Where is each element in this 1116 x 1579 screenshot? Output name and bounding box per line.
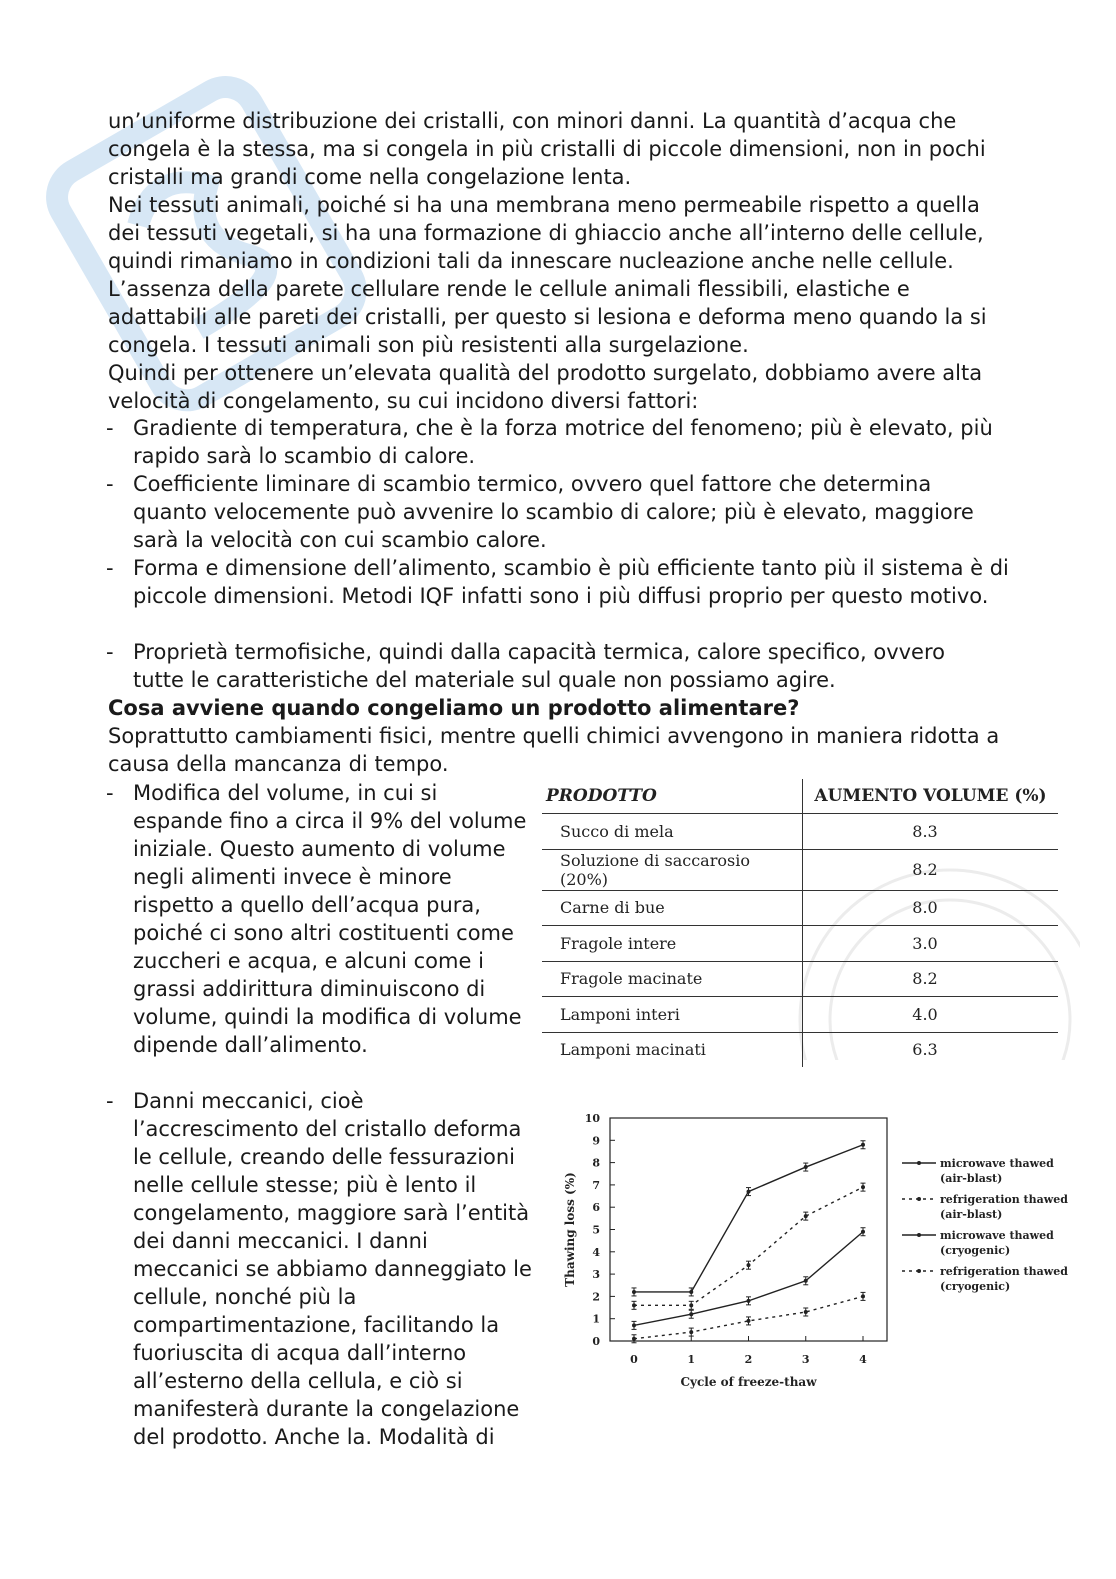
- list-item: Forma e dimensione dell’alimento, scambio è più efficiente tanto più il sistema è di piccole dimensioni. Metodi IQF infatti sono i più diffusi proprio per questo motivo.: [133, 556, 1009, 608]
- y-tick-label: 7: [592, 1178, 600, 1192]
- legend-label: refrigeration thawed: [940, 1265, 1068, 1278]
- data-point: [689, 1312, 693, 1316]
- x-axis-label: Cycle of freeze-thaw: [680, 1375, 817, 1389]
- legend-label: microwave thawed: [940, 1229, 1054, 1242]
- data-point: [747, 1299, 751, 1303]
- table-row: [542, 814, 1058, 850]
- y-tick-label: 8: [592, 1156, 600, 1170]
- value-cell: 8.0: [803, 890, 1059, 926]
- product-cell: Lamponi interi: [542, 997, 803, 1033]
- legend-label-sub: (cryogenic): [940, 1280, 1011, 1293]
- x-tick-label: 1: [687, 1353, 696, 1366]
- y-tick-label: 9: [592, 1134, 600, 1148]
- legend-label-sub: (air-blast): [940, 1208, 1003, 1221]
- product-cell: Soluzione di saccarosio (20%): [542, 849, 803, 890]
- value-cell: 4.0: [803, 997, 1059, 1033]
- data-point: [804, 1310, 808, 1314]
- list-item: Modifica del volume, in cui si espande fino a circa il 9% del volume iniziale. Questo aumento di volume negli alimenti invece è minore rispetto a quello dell’acqua pura, poiché ci sono altri costituenti come zuccheri e acqua, e alcuni come i grassi addirittura diminuiscono di volume, quindi la modifica di volume dipende dall’alimento.: [133, 781, 527, 1057]
- data-point: [632, 1290, 636, 1294]
- y-tick-label: 2: [592, 1290, 600, 1304]
- series-line-3: [634, 1232, 863, 1326]
- column-header-volume: AUMENTO VOLUME (%): [803, 779, 1059, 814]
- table-header-row: [542, 779, 1058, 814]
- series-line-2: [634, 1187, 863, 1305]
- data-point: [861, 1143, 865, 1147]
- legend-marker: [917, 1197, 921, 1201]
- value-cell: 8.2: [803, 961, 1059, 997]
- product-cell: Fragole intere: [542, 926, 803, 962]
- list-item: Proprietà termofisiche, quindi dalla capacità termica, calore specifico, ovvero tutte le caratteristiche del materiale sul quale non possiamo agire.: [133, 640, 945, 692]
- y-tick-label: 0: [592, 1335, 600, 1348]
- product-cell: Lamponi macinati: [542, 1032, 803, 1067]
- data-point: [747, 1263, 751, 1267]
- x-tick-label: 2: [744, 1353, 753, 1366]
- value-cell: 3.0: [803, 926, 1059, 962]
- legend-label-sub: (cryogenic): [940, 1244, 1011, 1257]
- section-heading: Cosa avviene quando congeliamo un prodotto alimentare?: [108, 696, 800, 720]
- bullet-marker: -: [106, 1089, 114, 1113]
- legend-label-sub: (air-blast): [940, 1172, 1003, 1185]
- table-row: [542, 890, 1058, 926]
- legend-label: refrigeration thawed: [940, 1193, 1068, 1206]
- bullet-marker: -: [106, 640, 114, 664]
- list-item: Coefficiente liminare di scambio termico, ovvero quel fattore che determina quanto velocemente può avvenire lo scambio di calore; più è elevato, maggiore sarà la velocità con cui scambio calore.: [133, 472, 974, 552]
- data-point: [861, 1294, 865, 1298]
- data-point: [689, 1290, 693, 1294]
- table-row: [542, 997, 1058, 1033]
- value-cell: 6.3: [912, 1040, 938, 1060]
- intro-paragraph: un’uniforme distribuzione dei cristalli, con minori danni. La quantità d’acqua che congela è la stessa, ma si congela in più cristalli di piccole dimensioni, non in pochi cristalli ma grandi come nella congelazione lenta. Nei tessuti animali, poiché si ha una membrana meno permeabile rispetto a quella dei tessuti vegetali, si ha una formazione di ghiaccio anche all’interno delle cellule, quindi rimaniamo in condizioni tali da innescare nucleazione anche nelle cellule. L’assenza della parete cellulare rende le cellule animali flessibili, elastiche e adattabili alle pareti dei cristalli, per questo si lesiona e deforma meno quando la si congela. I tessuti animali son più resistenti alla surgelazione. Quindi per ottenere un’elevata qualità del prodotto surgelato, dobbiamo avere alta velocità di congelamento, su cui incidono diversi fattori:: [108, 109, 987, 413]
- legend-marker: [917, 1233, 921, 1237]
- data-point: [747, 1319, 751, 1323]
- legend-label: microwave thawed: [940, 1157, 1054, 1170]
- y-tick-label: 1: [592, 1312, 600, 1326]
- thawing-loss-chart: [552, 1100, 1072, 1400]
- data-point: [689, 1330, 693, 1334]
- value-cell: 8.3: [803, 814, 1059, 850]
- bullet-marker: -: [106, 781, 114, 805]
- table-row: [542, 849, 1058, 890]
- bullet-marker: -: [106, 472, 114, 496]
- data-point: [632, 1337, 636, 1341]
- x-tick-label: 4: [859, 1353, 867, 1366]
- product-cell: Carne di bue: [542, 890, 803, 926]
- legend-marker: [917, 1161, 921, 1165]
- list-item: Gradiente di temperatura, che è la forza motrice del fenomeno; più è elevato, più rapido sarà lo scambio di calore.: [133, 416, 993, 468]
- data-point: [747, 1190, 751, 1194]
- data-point: [804, 1165, 808, 1169]
- data-point: [804, 1214, 808, 1218]
- table-row: [542, 926, 1058, 962]
- data-point: [804, 1279, 808, 1283]
- y-tick-label: 4: [592, 1245, 600, 1259]
- y-tick-label: 5: [592, 1223, 600, 1237]
- y-axis-label: Thawing loss (%): [563, 1172, 577, 1287]
- product-cell: Succo di mela: [542, 814, 803, 850]
- legend-marker: [917, 1269, 921, 1273]
- y-tick-label: 6: [592, 1201, 600, 1215]
- x-tick-label: 0: [630, 1353, 638, 1366]
- table-row: [542, 1032, 1058, 1067]
- column-header-product: PRODOTTO: [542, 779, 803, 814]
- data-point: [689, 1303, 693, 1307]
- value-cell: 8.2: [803, 849, 1059, 890]
- product-cell: Fragole macinate: [542, 961, 803, 997]
- list-item: Danni meccanici, cioè l’accrescimento del cristallo deforma le cellule, creando delle fessurazioni nelle cellule stesse; più è lento il congelamento, maggiore sarà l’entità dei danni meccanici. I danni meccanici se abbiamo danneggiato le cellule, nonché più la compartimentazione, facilitando la fuoriuscita di acqua dall’interno all’esterno della cellula, e ciò si manifesterà durante la congelazione del prodotto. Anche la. Modalità di: [133, 1089, 532, 1449]
- data-point: [632, 1303, 636, 1307]
- y-tick-label: 10: [584, 1112, 600, 1125]
- x-tick-label: 3: [801, 1353, 810, 1366]
- bullet-marker: -: [106, 556, 114, 580]
- bullet-marker: -: [106, 416, 114, 440]
- data-point: [861, 1185, 865, 1189]
- data-point: [861, 1230, 865, 1234]
- volume-increase-table: [542, 779, 1058, 1067]
- data-point: [632, 1323, 636, 1327]
- series-line-1: [634, 1145, 863, 1292]
- section-paragraph: Soprattutto cambiamenti fisici, mentre quelli chimici avvengono in maniera ridotta a causa della mancanza di tempo.: [108, 724, 1000, 776]
- y-tick-label: 3: [592, 1268, 600, 1282]
- table-row: [542, 961, 1058, 997]
